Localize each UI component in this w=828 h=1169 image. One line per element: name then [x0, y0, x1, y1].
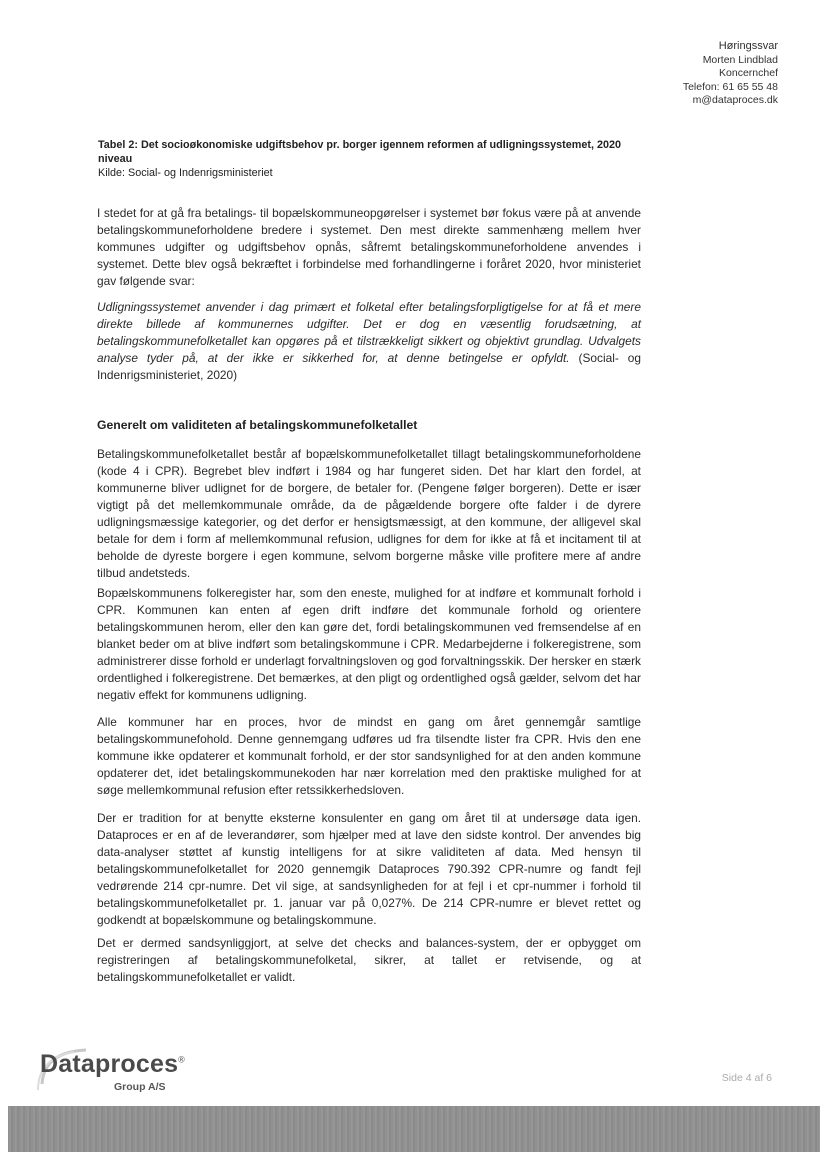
- caption-title: Tabel 2: Det socioøkonomiske udgiftsbehov pr. borger igennem reformen af udligningssystemet, 2020 niveau: [98, 139, 621, 165]
- header-phone: Telefon: 61 65 55 48: [682, 80, 778, 93]
- logo-subtitle: Group A/S: [114, 1081, 166, 1093]
- paragraph-folkeregister: Bopælskommunens folkeregister har, som den eneste, mulighed for at indføre et kommunalt forhold i CPR. Kommunen kan enten af egen drift indføre det kommunale forhold og orientere betalingskommunen herom, eller den kan gøre det, fordi betalingskommunen ved fremsendelse af en blanket beder om at blive indført som betalingskommune i CPR. Medarbejderne i folkeregistrene, som administrerer disse forhold er underlagt forvaltningsloven og god forvaltningsskik. Der hersker en stærk ordentlighed i folkeregistrene. Det bemærkes, at den pligt og ordentlighed også gælder, selvom det har negativ effekt for kommunens udligning.: [97, 586, 641, 702]
- ministry-quote: [97, 299, 641, 384]
- paragraph-conclusion: Det er dermed sandsynliggjort, at selve det checks and balances-system, der er opbygget om registreringen af betalingskommunefolketal, sikrer, at tallet er retvisende, og at betalingskommunefolketallet er validt.: [97, 936, 641, 984]
- paragraph-consultants: Der er tradition for at benytte eksterne konsulenter en gang om året til at undersøge data igen. Dataproces er en af de leverandører, som hjælper med at lave den sidste kontrol. Der anvendes big data-analyser støttet af kunstig intelligens for at sikre validiteten af data. Med hensyn til betalingskommunefolketallet for 2020 gennemgik Dataproces 790.392 CPR-numre og fandt fejl vedrørende 214 cpr-numre. Det vil sige, at sandsynligheden for at fejl i et cpr-nummer i forhold til betalingskommunefolketallet pr. 1. januar var på 0,027%. De 214 CPR-numre er blevet rettet og godkendt at bopælskommune og betalingskommune.: [97, 811, 641, 927]
- quote-text: Udligningssystemet anvender i dag primært et folketal efter betalingsforpligtigelse for at få et mere direkte billede af kommunernes udgifter. Det er dog en væsentlig forudsætning, at betalingskommunefolketallet kan opgøres på et tilstrækkeligt sikkert og objektivt grundlag. Udvalgets analyse tyder på, at der ikke er sikkerhed for, at denne betingelse er opfyldt.: [97, 300, 641, 365]
- logo-wordmark: Dataproces®: [40, 1050, 186, 1078]
- table-caption: [98, 138, 643, 180]
- page-number: Side 4 af 6: [721, 1072, 772, 1084]
- header-role: Koncernchef: [719, 67, 778, 79]
- dataproces-logo: [34, 1044, 204, 1100]
- footer-bar: [8, 1106, 820, 1152]
- header-title: Høringssvar: [718, 40, 778, 52]
- paragraph-annual-review: Alle kommuner har en proces, hvor de mindst en gang om året gennemgår samtlige betalingskommunefohold. Denne gennemgang udføres ud fra tilsendte lister fra CPR. Hvis den ene kommune ikke opdaterer et kommunalt forhold, er der stor sandsynlighed for at den anden kommune opdaterer det, idet betalingskommunekoden har nær korrelation med den praktiske mulighed for at søge mellemkommunal refusion efter retssikkerhedsloven.: [97, 715, 641, 797]
- paragraph-intro: I stedet for at gå fra betalings- til bopælskommuneopgørelser i systemet bør fokus være på at anvende betalingskommuneforholdene bredere i systemet. Den mest direkte sammenhæng mellem hver kommunes udgifter og udgiftsbehov opnås, såfremt betalingskommuneforholdene anvendes i systemet. Dette blev også bekræftet i forbindelse med forhandlingerne i foråret 2020, hvor ministeriet gav følgende svar:: [97, 206, 641, 288]
- paragraph-definition: Betalingskommunefolketallet består af bopælskommunefolketallet tillagt betalingskommuneforholdene (kode 4 i CPR). Begrebet blev indført i 1984 og har fungeret siden. Det har klart den fordel, at kommunerne bliver udlignet for de borgere, de betaler for. (Pengene følger borgeren). Dette er især vigtigt på det mellemkommunale område, da de pågældende borgere ofte falder i de dyrere udligningsmæssige kategorier, og det derfor er hensigtsmæssigt, at den kommune, der alligevel skal betale for dem i form af mellemkommunal refusion, udlignes for dem for ikke at få et incitament til at beholde de dyreste borgere i egen kommune, selvom borgerne måske ville profitere mere af andre tilbud andetsteds.: [97, 447, 641, 580]
- caption-source: Kilde: Social- og Indenrigsministeriet: [98, 167, 273, 179]
- section-heading: Generelt om validiteten af betalingskommunefolketallet: [97, 418, 418, 432]
- quote-source: (Social- og Indenrigsministeriet, 2020): [97, 351, 641, 382]
- header-email: m@dataproces.dk: [692, 94, 778, 106]
- header-name: Morten Lindblad: [702, 53, 778, 66]
- letter-header: [683, 40, 778, 108]
